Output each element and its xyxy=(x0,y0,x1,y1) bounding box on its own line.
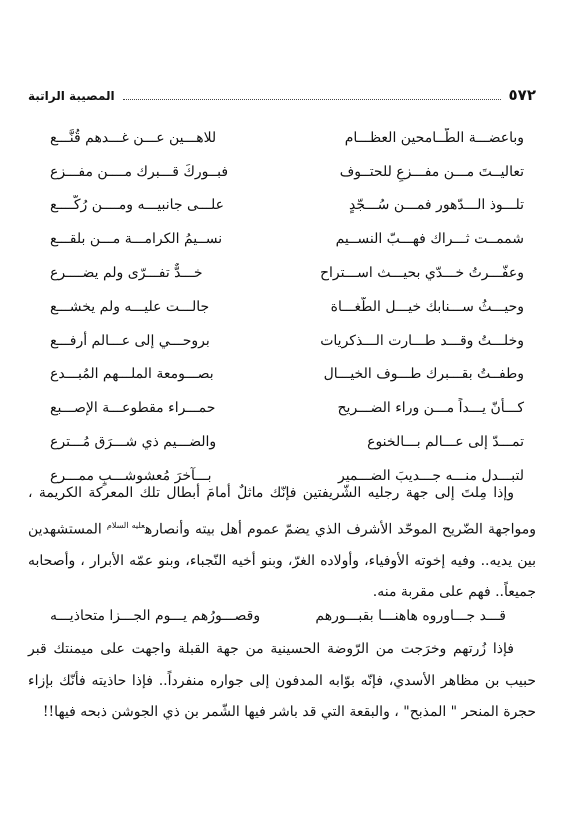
verse xyxy=(28,189,536,223)
paragraph-text xyxy=(28,478,536,609)
verse-second-hemistich: نســيمُ الكرامـــة مـــن بلقـــع xyxy=(50,231,223,248)
verse-first-hemistich: تعاليــتَ مـــن مفـــزعٍ للحتــوف xyxy=(339,163,524,180)
verse xyxy=(28,256,536,290)
header-dotted-rule xyxy=(123,99,501,100)
verse-first-hemistich: كـــأنّ يـــداً مـــن وراء الضـــريح xyxy=(337,400,524,417)
paragraph-text-part: وإذا مِلتَ إلى جهة رجليه الشّريفتين فإنّك ماثلٌ أمامَ أبطال تلك المعركة الكريمة ، ومواجهة الضّريح الموحّد الأشرف الذي يضمّ عموم أهل بيته وأنصاره xyxy=(28,485,536,538)
verse-second-hemistich: خـــدٌّ تفـــرّى ولم يضــــرع xyxy=(50,265,203,282)
verse-second-hemistich: للاهـــين عـــن غـــدهم قُنَّـــع xyxy=(50,129,217,146)
verse-first-hemistich: وحيـــثُ ســـنابك خيـــل الطّغـــاة xyxy=(330,298,524,315)
verse xyxy=(28,358,536,392)
verse xyxy=(28,155,536,189)
verse-second-hemistich: بروحـــي إلى عـــالم أرفـــع xyxy=(50,332,210,349)
verse-first-hemistich: تلـــوذ الـــدّهور فمـــن سُـــجّدٍ xyxy=(348,197,524,214)
verse-second-hemistich: حمـــراء مقطوعـــة الإصـــبع xyxy=(50,400,216,417)
verse xyxy=(28,121,536,155)
salutation-mark: عليه السلام xyxy=(106,520,145,530)
verse-first-hemistich: وخلـــتُ وقـــد طـــارت الـــذكريات xyxy=(320,332,524,349)
page-number: ٥٧٢ xyxy=(508,86,536,104)
verse-first-hemistich: تمـــدّ إلى عـــالم بـــالخنوع xyxy=(367,434,524,451)
paragraph-text-part: المستشهدين بين يديه.. وفيه إخوته الأوفياء، وأولاده الغرّ، وبنو أخيه النّجباء، وبنو عمّه الأبرار ، وأصحابه جميعاً.. فهم على مقربة منه. xyxy=(28,521,536,601)
quoted-verse xyxy=(28,600,536,632)
verse-first-hemistich: شممــت ثـــراك فهـــبّ النســيم xyxy=(335,231,524,248)
verse-first-hemistich: وباعضـــة الطّــامحين العظـــام xyxy=(344,129,524,146)
verse-second-hemistich: بصـــومعة الملـــهم المُبـــدع xyxy=(50,366,214,383)
paragraph-martyrs xyxy=(28,478,536,609)
verse-second-hemistich: وقصـــورُهم يـــوم الجـــزا متحاذيـــه xyxy=(50,608,261,624)
verse-second-hemistich: والضـــيم ذي شـــرَق مُـــترع xyxy=(50,434,217,451)
verse xyxy=(28,425,536,459)
verse-first-hemistich: وطفــتُ بقـــبرك طـــوف الخيـــال xyxy=(323,366,524,383)
verse xyxy=(28,391,536,425)
verse xyxy=(28,290,536,324)
verse xyxy=(28,222,536,256)
verse-second-hemistich: علـــى جانبيـــه ومــــن رُكّــــع xyxy=(50,197,224,214)
verse-second-hemistich: جالـــت عليـــه ولم يخشـــع xyxy=(50,298,210,315)
verse-first-hemistich: وعفّـــرتُ خـــدّي بحيـــث اســـتراح xyxy=(319,265,524,282)
verse-first-hemistich: لتبـــدل منـــه جـــديبَ الضـــمير xyxy=(337,467,524,484)
verse-first-hemistich: قـــد جـــاوروه هاهنـــا بقبـــورهم xyxy=(315,608,506,624)
poem xyxy=(28,121,536,493)
verse-second-hemistich: فبــوركَ قـــبرك مــــن مفـــزع xyxy=(50,163,229,180)
verse xyxy=(28,324,536,358)
verse-second-hemistich: بـــآخرَ مُعشوشـــبٍ ممـــرع xyxy=(50,467,212,484)
page-header xyxy=(28,84,536,104)
running-title: المصيبة الراتبة xyxy=(28,89,115,103)
paragraph-text: فإذا زُرتهم وخرَجت من الرّوضة الحسينية من جهة القبلة واجهت على ميمنتك قبر حبيب بن مظاهر الأسدي، فإنّه بوّابه المدفون إلى جواره منفرداً.. فإذا حاذيته فأنّك بإزاء حجرة المنحر " المذبح" ، والبقعة التي قد باشر فيها الشّمر بن ذي الجوشن ذبحه فيها!! xyxy=(28,641,536,720)
paragraph-habib xyxy=(28,634,536,729)
